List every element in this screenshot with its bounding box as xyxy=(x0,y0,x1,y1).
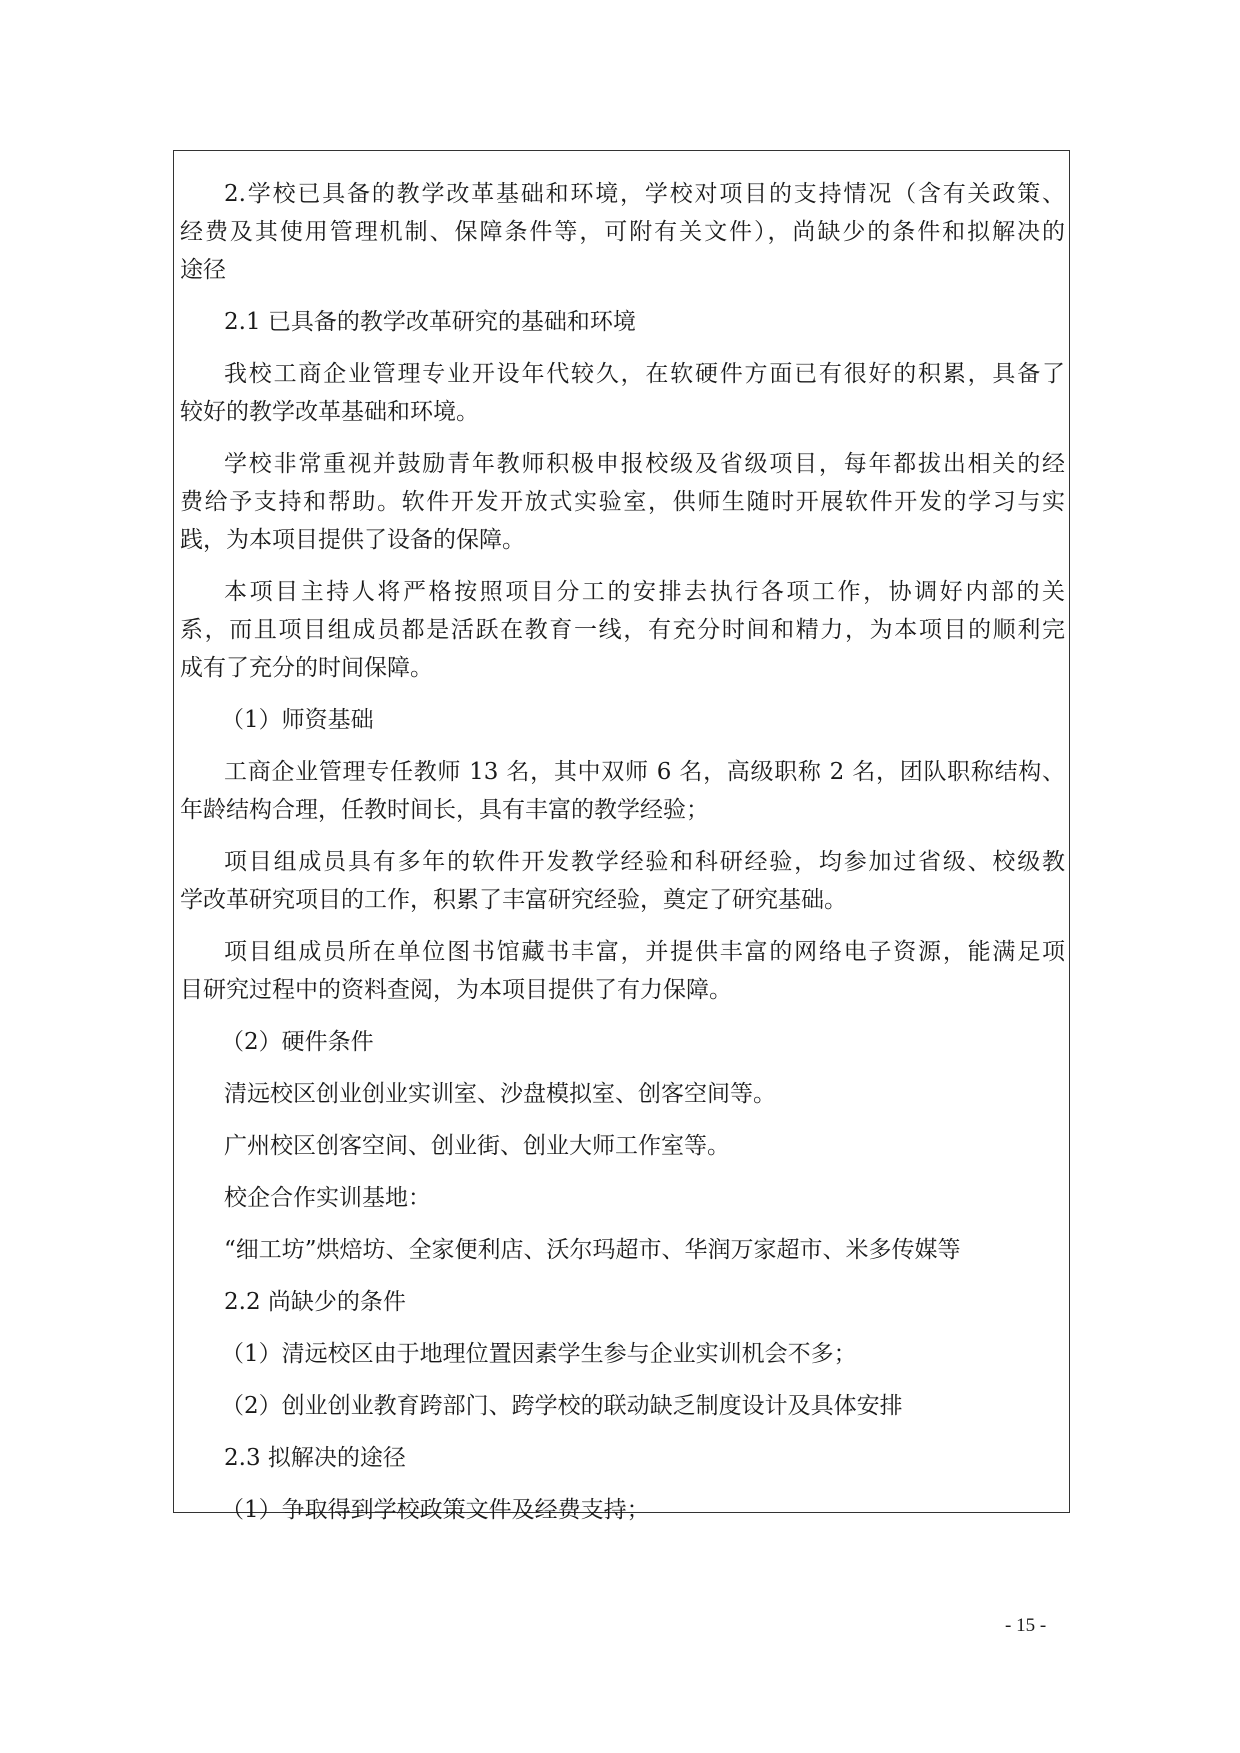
paragraph-line: （1）师资基础 xyxy=(221,707,374,733)
paragraph xyxy=(174,753,1069,829)
paragraph-line: 较好的教学改革基础和环境。 xyxy=(180,399,479,425)
paragraph-line: “细工坊”烘焙坊、全家便利店、沃尔玛超市、华润万家超市、米多传媒等 xyxy=(224,1237,961,1263)
subsection-heading xyxy=(174,1283,1069,1321)
subsection-heading xyxy=(174,1023,1069,1061)
paragraph-line: 经费及其使用管理机制、保障条件等，可附有关文件），尚缺少的条件和拟解决的 xyxy=(180,219,1065,245)
paragraph-line: 成有了充分的时间保障。 xyxy=(180,655,433,681)
paragraph-line: 践，为本项目提供了设备的保障。 xyxy=(180,527,525,553)
paragraph-line: （2）硬件条件 xyxy=(221,1029,374,1055)
paragraph-line: 本项目主持人将严格按照项目分工的安排去执行各项工作，协调好内部的关 xyxy=(224,579,1065,605)
paragraph-line: 清远校区创业创业实训室、沙盘模拟室、创客空间等。 xyxy=(224,1081,776,1107)
list-item xyxy=(174,1127,1069,1165)
paragraph-line: 2.学校已具备的教学改革基础和环境，学校对项目的支持情况（含有关政策、 xyxy=(224,181,1065,207)
paragraph-line: 学校非常重视并鼓励青年教师积极申报校级及省级项目，每年都拔出相关的经 xyxy=(224,451,1065,477)
paragraph-line: 广州校区创客空间、创业街、创业大师工作室等。 xyxy=(224,1133,730,1159)
paragraph-line: （2）创业创业教育跨部门、跨学校的联动缺乏制度设计及具体安排 xyxy=(221,1393,903,1419)
form-table-cell xyxy=(173,150,1070,1523)
list-item xyxy=(174,1491,1069,1529)
paragraph-line: 项目组成员具有多年的软件开发教学经验和科研经验，均参加过省级、校级教 xyxy=(224,849,1065,875)
paragraph-line: 系，而且项目组成员都是活跃在教育一线，有充分时间和精力，为本项目的顺利完 xyxy=(180,617,1065,643)
subsection-heading xyxy=(174,303,1069,341)
paragraph-line: 我校工商企业管理专业开设年代较久，在软硬件方面已有很好的积累，具备了 xyxy=(224,361,1065,387)
paragraph xyxy=(174,573,1069,687)
paragraph-line: 费给予支持和帮助。软件开发开放式实验室，供师生随时开展软件开发的学习与实 xyxy=(180,489,1065,515)
list-item xyxy=(174,1231,1069,1269)
list-item xyxy=(174,1335,1069,1373)
subsection-heading xyxy=(174,701,1069,739)
list-item xyxy=(174,1179,1069,1217)
paragraph xyxy=(174,933,1069,1009)
paragraph-line: 2.1 已具备的教学改革研究的基础和环境 xyxy=(224,309,636,335)
paragraph-line: 年龄结构合理，任教时间长，具有丰富的教学经验； xyxy=(180,797,709,823)
paragraph-line: 学改革研究项目的工作，积累了丰富研究经验，奠定了研究基础。 xyxy=(180,887,847,913)
paragraph-line: 工商企业管理专任教师 13 名，其中双师 6 名，高级职称 2 名，团队职称结构、 xyxy=(224,759,1065,785)
paragraph-line: 目研究过程中的资料查阅，为本项目提供了有力保障。 xyxy=(180,977,732,1003)
list-item xyxy=(174,1075,1069,1113)
paragraph-line: 项目组成员所在单位图书馆藏书丰富，并提供丰富的网络电子资源，能满足项 xyxy=(224,939,1065,965)
paragraph-line: 校企合作实训基地： xyxy=(224,1185,431,1211)
section-content xyxy=(174,175,1069,1529)
paragraph-line: （1）争取得到学校政策文件及经费支持； xyxy=(221,1497,650,1523)
subsection-heading xyxy=(174,1439,1069,1477)
paragraph xyxy=(174,843,1069,919)
paragraph xyxy=(174,445,1069,559)
paragraph-line: （1）清远校区由于地理位置因素学生参与企业实训机会不多； xyxy=(221,1341,857,1367)
paragraph-line: 2.3 拟解决的途径 xyxy=(224,1445,406,1471)
list-item xyxy=(174,1387,1069,1425)
page-number: - 15 - xyxy=(1005,1615,1047,1636)
paragraph-line: 途径 xyxy=(180,257,226,283)
question-heading xyxy=(174,175,1069,289)
paragraph-line: 2.2 尚缺少的条件 xyxy=(224,1289,406,1315)
paragraph xyxy=(174,355,1069,431)
